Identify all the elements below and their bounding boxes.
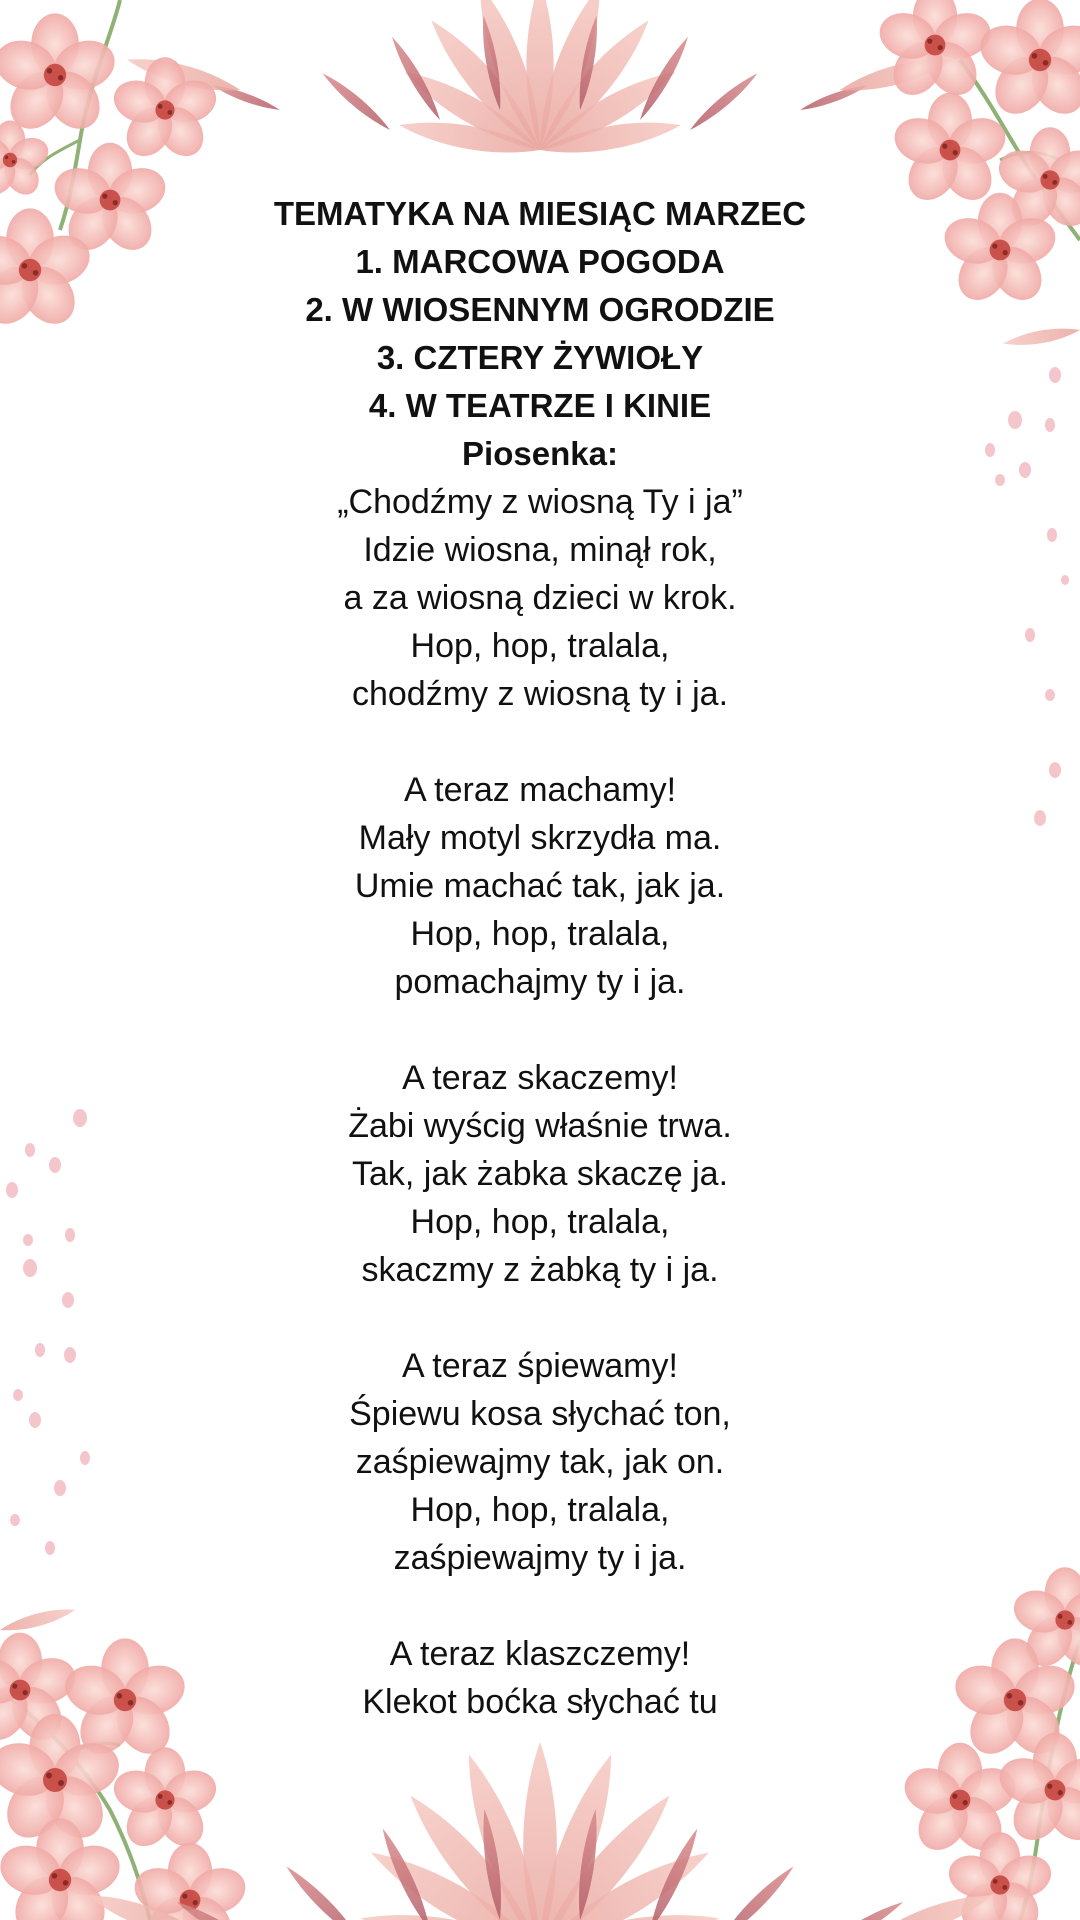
- verse-5: [0, 1630, 1080, 1726]
- verse-1: [0, 526, 1080, 718]
- song-label: Piosenka:: [462, 435, 618, 472]
- verse-line: A teraz skaczemy!: [402, 1059, 678, 1097]
- document-body: [0, 190, 1080, 1726]
- floral-border-bottom: [84, 1742, 996, 1920]
- verse-line: Śpiewu kosa słychać ton,: [349, 1395, 731, 1433]
- verse-separator: [0, 1006, 1080, 1054]
- verse-line: Hop, hop, tralala,: [410, 1203, 670, 1241]
- verse-line: Hop, hop, tralala,: [410, 1491, 670, 1529]
- verse-line: Hop, hop, tralala,: [410, 627, 670, 665]
- verse-line: A teraz klaszczemy!: [389, 1635, 691, 1673]
- verse-separator: [0, 1582, 1080, 1630]
- topic-item: 1. MARCOWA POGODA: [355, 243, 725, 280]
- verse-line: A teraz śpiewamy!: [402, 1347, 678, 1385]
- verse-line: Żabi wyścig właśnie trwa.: [348, 1107, 732, 1145]
- verse-line: Umie machać tak, jak ja.: [354, 867, 726, 905]
- verse-4: [0, 1342, 1080, 1582]
- verse-line: a za wiosną dzieci w krok.: [343, 579, 737, 617]
- verse-line: Klekot boćka słychać tu: [362, 1683, 718, 1721]
- verse-line: A teraz machamy!: [403, 771, 677, 809]
- verse-line: zaśpiewajmy tak, jak on.: [355, 1443, 725, 1481]
- topic-item: 2. W WIOSENNYM OGRODZIE: [305, 291, 775, 328]
- verse-separator: [0, 1294, 1080, 1342]
- song-title: „Chodźmy z wiosną Ty i ja”: [337, 483, 743, 521]
- verse-line: zaśpiewajmy ty i ja.: [393, 1539, 687, 1577]
- verse-2: [0, 766, 1080, 1006]
- verse-line: Idzie wiosna, minął rok,: [363, 531, 717, 569]
- topic-item: 3. CZTERY ŻYWIOŁY: [376, 339, 704, 376]
- verse-line: pomachajmy ty i ja.: [394, 963, 686, 1001]
- verse-line: Tak, jak żabka skaczę ja.: [351, 1155, 729, 1193]
- verse-line: Hop, hop, tralala,: [410, 915, 670, 953]
- verse-line: Mały motyl skrzydła ma.: [358, 819, 722, 857]
- topic-item: 4. W TEATRZE I KINIE: [368, 387, 712, 424]
- floral-border-top: [125, 0, 956, 161]
- verse-line: skaczmy z żabką ty i ja.: [361, 1251, 719, 1289]
- page-title: TEMATYKA NA MIESIĄC MARZEC: [273, 195, 807, 232]
- verse-line: chodźmy z wiosną ty i ja.: [351, 675, 729, 713]
- verse-3: [0, 1054, 1080, 1294]
- verse-separator: [0, 718, 1080, 766]
